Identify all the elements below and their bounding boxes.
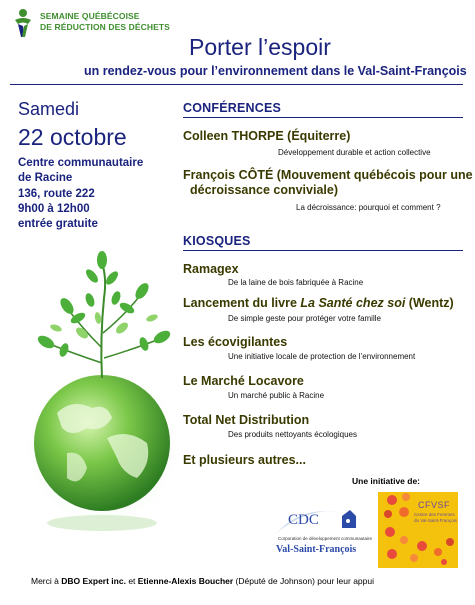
- cdc-logo: [270, 494, 373, 564]
- logo-text-line-2: DE RÉDUCTION DES DÉCHETS: [40, 22, 170, 32]
- kiosque-title: Le Marché Locavore: [183, 374, 304, 388]
- footer-text: et: [125, 576, 138, 586]
- kiosque-title-text: Lancement du livre: [183, 296, 301, 310]
- conference-title-line-2: décroissance conviviale): [190, 183, 338, 197]
- green-globe-plant-illustration: [12, 238, 188, 538]
- conference-title: Colleen THORPE (Équiterre): [183, 129, 351, 143]
- logo-text-line-1: SEMAINE QUÉBÉCOISE: [40, 11, 140, 21]
- kiosque-description: Une initiative locale de protection de l’environnement: [228, 352, 416, 361]
- kiosque-description: Un marché public à Racine: [228, 391, 325, 400]
- cdc-subtitle: Corporation de développement communautaire: [278, 536, 373, 541]
- kiosque-description: Des produits nettoyants écologiques: [228, 430, 357, 439]
- cfvsf-logo: [378, 492, 458, 568]
- event-date: 22 octobre: [18, 124, 127, 150]
- kiosques-divider: [183, 250, 463, 251]
- conference-description: Développement durable et action collective: [278, 148, 431, 157]
- page-subtitle: un rendez-vous pour l’environnement dans le Val-Saint-François: [84, 64, 467, 78]
- initiative-label: Une initiative de:: [352, 476, 421, 486]
- kiosque-title: Ramagex: [183, 262, 239, 276]
- kiosque-description: De la laine de bois fabriquée à Racine: [228, 278, 364, 287]
- event-day: Samedi: [18, 99, 80, 119]
- cfvsf-subtitle-line-2: du Val-Saint-François: [414, 518, 457, 523]
- conference-description: La décroissance: pourquoi et comment ?: [296, 203, 441, 212]
- kiosque-title: Les écovigilantes: [183, 335, 288, 349]
- kiosque-title-author: (Wentz): [405, 296, 454, 310]
- conference-title-line-1: François CÔTÉ (Mouvement québécois pour une: [183, 168, 473, 182]
- book-title: La Santé chez soi: [300, 296, 406, 310]
- footer-text: Merci à: [31, 576, 62, 586]
- event-hours: 9h00 à 12h00: [18, 203, 90, 215]
- sponsor-name: DBO Expert inc.: [61, 576, 126, 586]
- kiosque-title: Total Net Distribution: [183, 413, 310, 427]
- sponsor-name: Etienne-Alexis Boucher: [137, 576, 234, 586]
- event-admission: entrée gratuite: [18, 218, 98, 230]
- header-divider: [10, 84, 463, 85]
- venue-address: 136, route 222: [18, 188, 95, 200]
- cdc-abbreviation: CDC: [288, 512, 319, 528]
- conferences-divider: [183, 117, 463, 118]
- venue-line: de Racine: [18, 172, 73, 184]
- conferences-heading: CONFÉRENCES: [183, 101, 282, 115]
- kiosque-description: De simple geste pour protéger votre famille: [228, 314, 381, 323]
- cfvsf-subtitle-line-1: Centre des Femmes: [414, 512, 455, 517]
- footer-thanks: [31, 576, 374, 586]
- footer-text: (Député de Johnson) pour leur appui: [233, 576, 375, 586]
- recycling-person-icon: [12, 8, 34, 38]
- kiosques-heading: KIOSQUES: [183, 234, 251, 248]
- more-kiosques: Et plusieurs autres...: [183, 453, 306, 467]
- venue-line: Centre communautaire: [18, 157, 144, 169]
- cfvsf-abbreviation: CFVSF: [418, 500, 451, 510]
- cdc-name: Val-Saint-François: [276, 544, 357, 555]
- kiosque-title: [183, 296, 454, 310]
- page-title: Porter l’espoir: [189, 34, 331, 60]
